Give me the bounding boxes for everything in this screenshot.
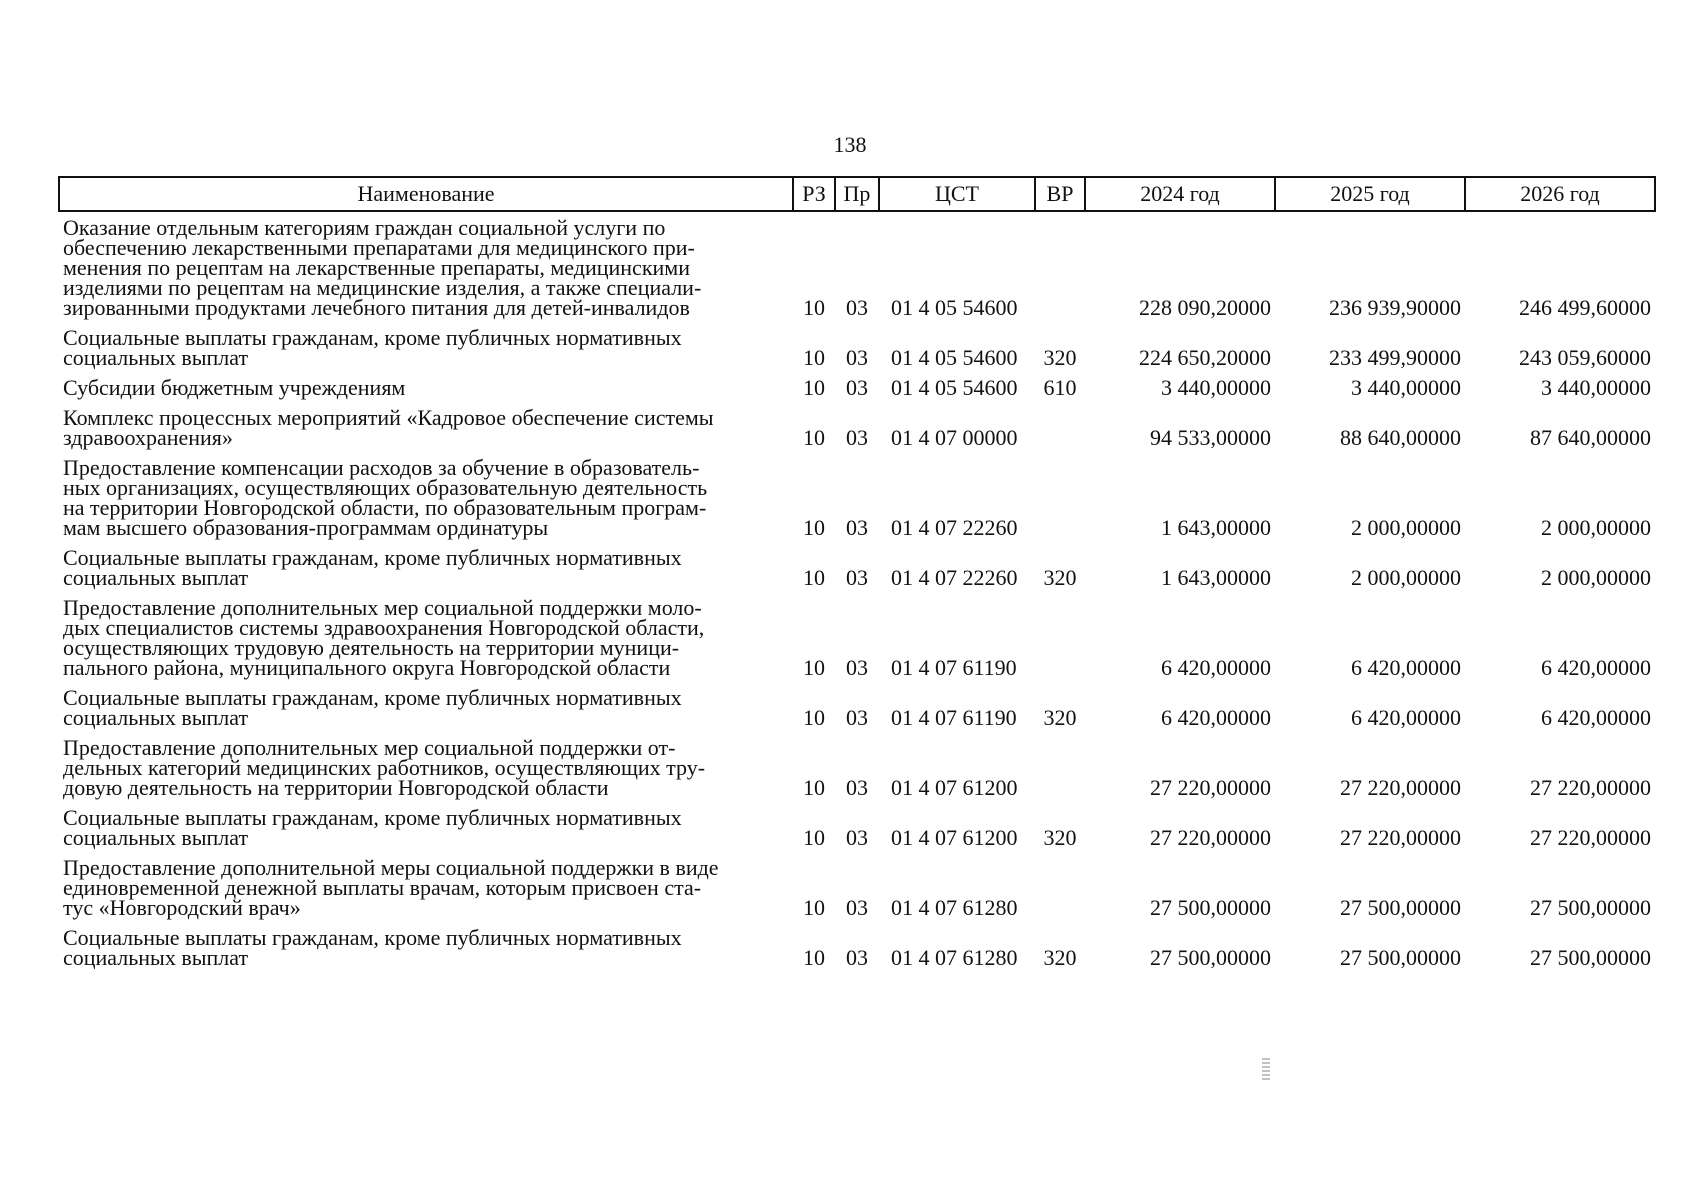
row-vr: 320 — [1043, 945, 1077, 970]
row-vr — [1035, 588, 1085, 678]
row-name-line: Предоставление дополнительной меры социальной поддержки в виде — [63, 855, 719, 880]
row-pr: 03 — [846, 425, 868, 450]
row-name — [59, 588, 793, 678]
row-pr: 03 — [846, 705, 868, 730]
row-vr: 320 — [1043, 345, 1077, 370]
row-pr: 03 — [846, 295, 868, 320]
page-number: 138 — [833, 132, 867, 157]
header-pr: Пр — [835, 177, 879, 211]
row-2024: 94 533,00000 — [1150, 425, 1271, 450]
row-name — [59, 918, 793, 968]
row-2026: 27 500,00000 — [1530, 895, 1651, 920]
row-rz: 10 — [803, 565, 825, 590]
table-row — [59, 368, 1655, 398]
row-rz: 10 — [803, 655, 825, 680]
row-cst: 01 4 07 61190 — [891, 705, 1017, 730]
scan-mark — [1262, 1058, 1270, 1080]
table-row — [59, 728, 1655, 798]
table-row — [59, 588, 1655, 678]
header-2026: 2026 год — [1465, 177, 1655, 211]
row-rz: 10 — [803, 825, 825, 850]
row-cst: 01 4 05 54600 — [891, 375, 1018, 400]
row-rz: 10 — [803, 345, 825, 370]
row-pr: 03 — [846, 375, 868, 400]
table-row — [59, 538, 1655, 588]
row-rz: 10 — [803, 515, 825, 540]
row-name — [59, 728, 793, 798]
row-2024: 27 220,00000 — [1150, 825, 1271, 850]
row-vr — [1035, 728, 1085, 798]
row-2024: 1 643,00000 — [1161, 515, 1271, 540]
row-vr — [1035, 398, 1085, 448]
row-2025: 3 440,00000 — [1351, 375, 1461, 400]
header-row — [59, 177, 1655, 211]
row-2026: 6 420,00000 — [1541, 705, 1651, 730]
row-2025: 236 939,90000 — [1329, 295, 1461, 320]
row-name-line: Комплекс процессных мероприятий «Кадровое обеспечение системы — [63, 405, 714, 430]
row-name-line: изделиями по рецептам на медицинские изделия, а также специали- — [63, 275, 702, 300]
row-2026: 27 220,00000 — [1530, 825, 1651, 850]
header-rz: РЗ — [793, 177, 835, 211]
row-pr: 03 — [846, 515, 868, 540]
row-name-line: Социальные выплаты гражданам, кроме публичных нормативных — [63, 325, 682, 350]
row-vr: 320 — [1043, 825, 1077, 850]
row-name — [59, 678, 793, 728]
table-row — [59, 211, 1655, 318]
row-vr — [1035, 211, 1085, 318]
row-rz: 10 — [803, 425, 825, 450]
row-name — [59, 398, 793, 448]
row-name-line: на территории Новгородской области, по образовательным програм- — [63, 495, 707, 520]
row-name-line: осуществляющих трудовую деятельность на территории муници- — [63, 635, 680, 660]
row-name-line: обеспечению лекарственными препаратами для медицинского при- — [63, 235, 695, 260]
row-cst: 01 4 05 54600 — [891, 345, 1018, 370]
row-name-line: Предоставление дополнительных мер социальной поддержки моло- — [63, 595, 702, 620]
row-2025: 27 500,00000 — [1340, 945, 1461, 970]
row-name-line: довую деятельность на территории Новгородской области — [63, 775, 609, 800]
row-name-line: зированными продуктами лечебного питания для детей-инвалидов — [63, 295, 690, 320]
table-row — [59, 398, 1655, 448]
row-name — [59, 448, 793, 538]
row-2026: 2 000,00000 — [1541, 515, 1651, 540]
row-2026: 6 420,00000 — [1541, 655, 1651, 680]
table-header — [59, 177, 1655, 211]
row-cst: 01 4 07 61190 — [891, 655, 1017, 680]
table-row — [59, 848, 1655, 918]
table-row — [59, 918, 1655, 968]
header-2025: 2025 год — [1275, 177, 1465, 211]
row-2024: 228 090,20000 — [1139, 295, 1271, 320]
row-2026: 27 500,00000 — [1530, 945, 1651, 970]
header-vr: ВР — [1035, 177, 1085, 211]
row-vr: 320 — [1043, 705, 1077, 730]
row-2025: 2 000,00000 — [1351, 565, 1461, 590]
table-row — [59, 448, 1655, 538]
row-rz: 10 — [803, 945, 825, 970]
row-name — [59, 848, 793, 918]
row-cst: 01 4 05 54600 — [891, 295, 1018, 320]
table-body — [59, 211, 1655, 968]
row-name-line: дых специалистов системы здравоохранения Новгородской области, — [63, 615, 705, 640]
row-cst: 01 4 07 61280 — [891, 895, 1018, 920]
row-rz: 10 — [803, 375, 825, 400]
row-name-line: единовременной денежной выплаты врачам, которым присвоен ста- — [63, 875, 702, 900]
row-name-line: тус «Новгородский врач» — [63, 895, 301, 920]
row-name-line: мам высшего образования-программам ординатуры — [63, 515, 549, 540]
row-name-line: менения по рецептам на лекарственные препараты, медицинскими — [63, 255, 690, 280]
row-2024: 6 420,00000 — [1161, 655, 1271, 680]
row-name — [59, 318, 793, 368]
table-row — [59, 318, 1655, 368]
row-name-line: Субсидии бюджетным учреждениям — [63, 375, 406, 400]
row-pr: 03 — [846, 655, 868, 680]
row-2025: 2 000,00000 — [1351, 515, 1461, 540]
header-2024: 2024 год — [1085, 177, 1275, 211]
row-pr: 03 — [846, 895, 868, 920]
row-pr: 03 — [846, 345, 868, 370]
row-pr: 03 — [846, 945, 868, 970]
table-row — [59, 678, 1655, 728]
row-2025: 88 640,00000 — [1340, 425, 1461, 450]
row-name-line: Социальные выплаты гражданам, кроме публичных нормативных — [63, 925, 682, 950]
row-name — [59, 798, 793, 848]
row-name-line: Социальные выплаты гражданам, кроме публичных нормативных — [63, 685, 682, 710]
header-name: Наименование — [59, 177, 793, 211]
row-pr: 03 — [846, 775, 868, 800]
row-rz: 10 — [803, 295, 825, 320]
row-cst: 01 4 07 61200 — [891, 825, 1018, 850]
row-2024: 224 650,20000 — [1139, 345, 1271, 370]
row-cst: 01 4 07 61280 — [891, 945, 1018, 970]
row-2026: 2 000,00000 — [1541, 565, 1651, 590]
row-name — [59, 211, 793, 318]
row-name-line: социальных выплат — [63, 565, 249, 590]
row-name — [59, 538, 793, 588]
row-rz: 10 — [803, 775, 825, 800]
row-2024: 3 440,00000 — [1161, 375, 1271, 400]
row-name-line: Предоставление компенсации расходов за обучение в образователь- — [63, 455, 700, 480]
row-pr: 03 — [846, 825, 868, 850]
row-2026: 243 059,60000 — [1519, 345, 1651, 370]
row-vr: 610 — [1043, 375, 1077, 400]
row-2024: 27 220,00000 — [1150, 775, 1271, 800]
row-name-line: пального района, муниципального округа Новгородской области — [63, 655, 671, 680]
row-name-line: социальных выплат — [63, 345, 249, 370]
row-2026: 87 640,00000 — [1530, 425, 1651, 450]
row-cst: 01 4 07 22260 — [891, 565, 1018, 590]
row-name-line: Предоставление дополнительных мер социальной поддержки от- — [63, 735, 676, 760]
row-2025: 6 420,00000 — [1351, 655, 1461, 680]
row-name-line: социальных выплат — [63, 945, 249, 970]
row-2024: 1 643,00000 — [1161, 565, 1271, 590]
row-cst: 01 4 07 61200 — [891, 775, 1018, 800]
row-name-line: здравоохранения» — [63, 425, 233, 450]
row-2025: 27 220,00000 — [1340, 825, 1461, 850]
row-name-line: дельных категорий медицинских работников, осуществляющих тру- — [63, 755, 706, 780]
row-name-line: социальных выплат — [63, 825, 249, 850]
row-name — [59, 368, 793, 398]
row-vr: 320 — [1043, 565, 1077, 590]
row-2025: 27 500,00000 — [1340, 895, 1461, 920]
header-cst: ЦСТ — [879, 177, 1035, 211]
row-name-line: ных организациях, осуществляющих образовательную деятельность — [63, 475, 708, 500]
row-name-line: Социальные выплаты гражданам, кроме публичных нормативных — [63, 545, 682, 570]
row-cst: 01 4 07 00000 — [891, 425, 1018, 450]
row-2025: 27 220,00000 — [1340, 775, 1461, 800]
row-2026: 246 499,60000 — [1519, 295, 1651, 320]
budget-table — [58, 176, 1656, 968]
row-2026: 3 440,00000 — [1541, 375, 1651, 400]
row-rz: 10 — [803, 895, 825, 920]
row-name-line: Оказание отдельным категориям граждан социальной услуги по — [63, 215, 666, 240]
row-2024: 27 500,00000 — [1150, 895, 1271, 920]
table-row — [59, 798, 1655, 848]
row-name-line: социальных выплат — [63, 705, 249, 730]
row-cst: 01 4 07 22260 — [891, 515, 1018, 540]
row-2025: 233 499,90000 — [1329, 345, 1461, 370]
row-vr — [1035, 848, 1085, 918]
row-pr: 03 — [846, 565, 868, 590]
row-name-line: Социальные выплаты гражданам, кроме публичных нормативных — [63, 805, 682, 830]
row-2026: 27 220,00000 — [1530, 775, 1651, 800]
row-rz: 10 — [803, 705, 825, 730]
row-2025: 6 420,00000 — [1351, 705, 1461, 730]
row-2024: 27 500,00000 — [1150, 945, 1271, 970]
row-2024: 6 420,00000 — [1161, 705, 1271, 730]
row-vr — [1035, 448, 1085, 538]
